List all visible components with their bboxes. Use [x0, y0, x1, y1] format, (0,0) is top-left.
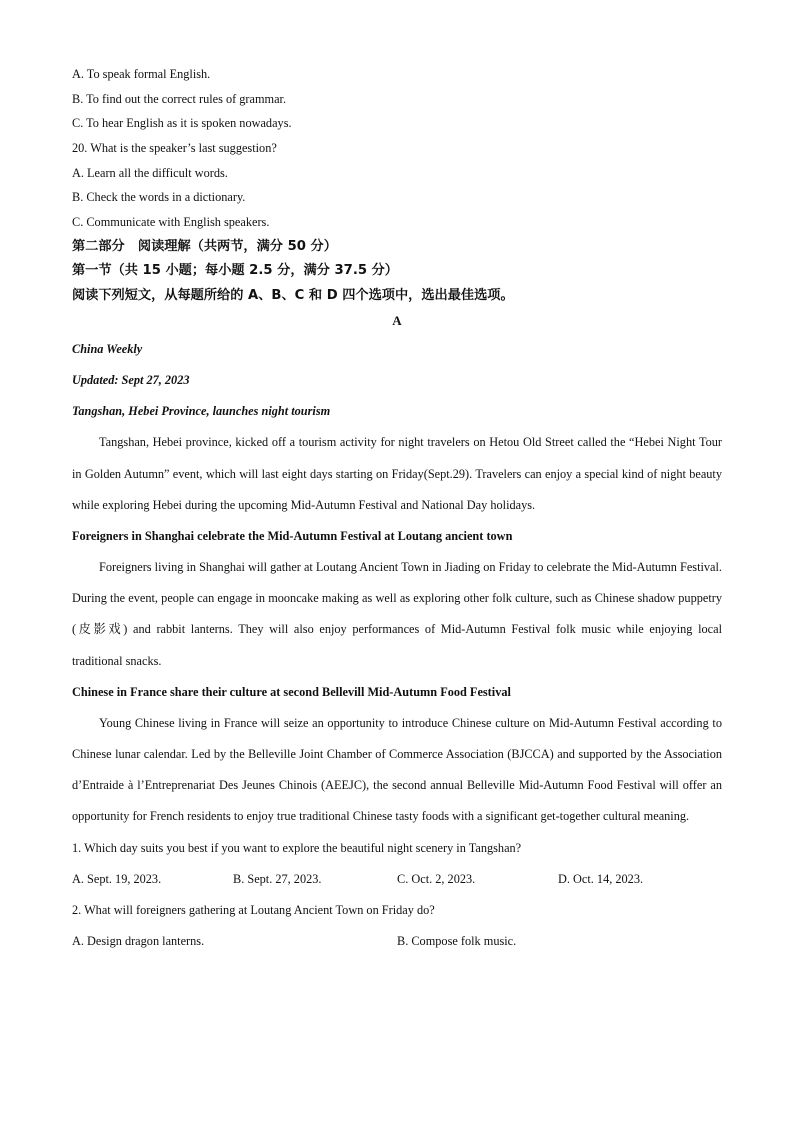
question-1-option-c: C. Oct. 2, 2023. [397, 871, 476, 886]
option-c-spoken-english: C. To hear English as it is spoken nowadays. [72, 116, 292, 131]
passage-updated-date: Updated: Sept 27, 2023 [72, 373, 190, 388]
question-1-option-a: A. Sept. 19, 2023. [72, 871, 162, 886]
article-1-text: Tangshan, Hebei province, kicked off a tourism activity for night travelers on Hetou Old Street called the “Hebei Night Tour in Golden Autumn” event, which will last eight days starting on Friday(Sept.29). Travelers can enjoy a special kind of night beauty while exploring Hebei during the upcoming Mid-Autumn Festival and National Day holidays. [72, 435, 722, 512]
option-a-speak-formal: A. To speak formal English. [72, 67, 211, 81]
question-20-option-a: A. Learn all the difficult words. [72, 165, 228, 180]
article-1-body [72, 427, 722, 521]
question-2-option-a: A. Design dragon lanterns. [72, 934, 205, 949]
question-1: 1. Which day suits you best if you want to explore the beautiful night scenery in Tangshan? [72, 840, 522, 855]
article-2-headline: Foreigners in Shanghai celebrate the Mid-Autumn Festival at Loutang ancient town [72, 528, 513, 543]
article-2-body [72, 552, 722, 677]
question-1-option-d: D. Oct. 14, 2023. [558, 871, 644, 886]
question-1-option-b: B. Sept. 27, 2023. [233, 871, 322, 886]
option-b-grammar-rules: B. To find out the correct rules of grammar. [72, 91, 287, 106]
passage-letter: A [392, 313, 402, 329]
question-20-option-c: C. Communicate with English speakers. [72, 215, 270, 230]
article-3-text: Young Chinese living in France will seize an opportunity to introduce Chinese culture on Mid-Autumn Festival according to Chinese lunar calendar. Led by the Belleville Joint Chamber of Commerce Association (BJCCA) and supported by the Association d’Entraide à l’Entreprenariat Des Jeunes Chinois (AEEJC), the second annual Belleville Mid-Autumn Food Festival will offer an opportunity for French residents to enjoy true traditional Chinese tasty foods with a significant get-together cultural meaning. [72, 715, 722, 824]
section-part-2-heading: 第二部分 阅读理解（共两节，满分 50 分） [72, 238, 337, 254]
article-3-headline: Chinese in France share their culture at second Bellevill Mid-Autumn Food Festival [72, 684, 511, 699]
article-1-headline: Tangshan, Hebei Province, launches night tourism [72, 404, 331, 419]
section-1-heading: 第一节（共 15 小题；每小题 2.5 分，满分 37.5 分） [72, 263, 398, 279]
passage-source: China Weekly [72, 342, 143, 357]
question-20-option-b: B. Check the words in a dictionary. [72, 190, 246, 205]
exam-page [72, 62, 722, 957]
article-3-body [72, 708, 722, 833]
question-2-options [72, 926, 722, 957]
question-2-option-b: B. Compose folk music. [397, 934, 517, 949]
reading-instruction: 阅读下列短文，从每题所给的 A、B、C 和 D 四个选项中，选出最佳选项。 [72, 287, 514, 303]
question-2: 2. What will foreigners gathering at Loutang Ancient Town on Friday do? [72, 902, 435, 917]
question-20: 20. What is the speaker’s last suggestion? [72, 141, 277, 156]
article-2-text: Foreigners living in Shanghai will gather at Loutang Ancient Town in Jiading on Friday to celebrate the Mid-Autumn Festival. During the event, people can engage in mooncake making as well as exploring other folk culture, such as Chinese shadow puppetry (皮影戏) and rabbit lanterns. They will also enjoy performances of Mid-Autumn Festival folk music while enjoying local traditional snacks. [72, 559, 722, 668]
question-1-options [72, 864, 722, 895]
